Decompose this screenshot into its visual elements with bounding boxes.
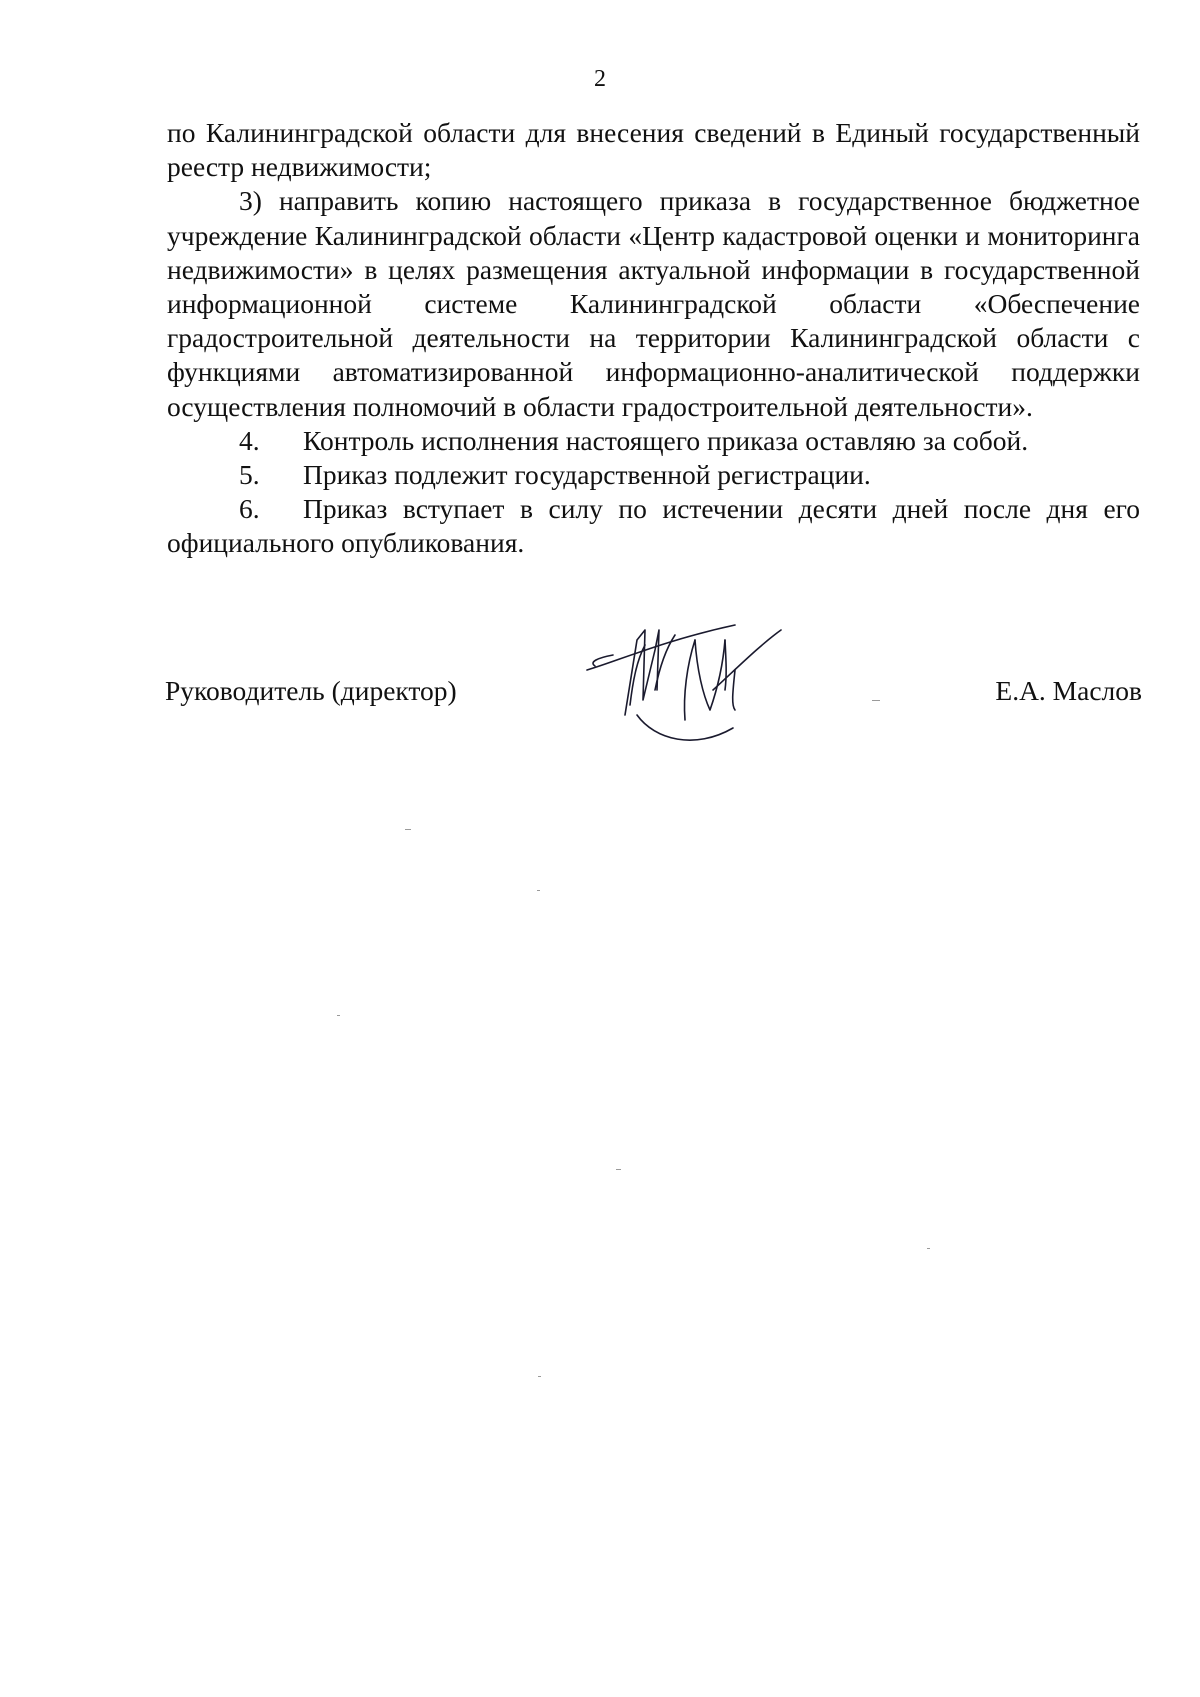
list-item-6	[167, 492, 1140, 560]
page-number: 2	[594, 66, 606, 92]
scan-speck	[616, 1169, 621, 1170]
scan-speck	[927, 1248, 930, 1249]
scan-speck	[537, 890, 540, 891]
list-item-number: 4.	[239, 424, 260, 456]
list-item-text: Контроль исполнения настоящего приказа оставляю за собой.	[303, 424, 1029, 456]
signatory-position: Руководитель (директор)	[165, 675, 457, 706]
paragraph-item-3: 3) направить копию настоящего приказа в государственное бюджетное учреждение Калининградской области «Центр кадастровой оценки и мониторинга недвижимости» в целях размещения актуальной информации в государственной информационной системе Калининградской области «Обеспечение градостроительной деятельности на территории Калининградской области с функциями автоматизированной информационно-аналитической поддержки осуществления полномочий в области градостроительной деятельности».	[167, 185, 1140, 422]
list-item-5	[167, 458, 1140, 492]
scan-speck	[405, 829, 411, 830]
scan-speck	[337, 1015, 340, 1016]
list-item-text: Приказ вступает в силу по истечении десяти дней после дня его официального опубликования.	[167, 493, 1140, 559]
signature-block	[165, 675, 1142, 715]
paragraph-continuation: по Калининградской области для внесения сведений в Единый государственный реестр недвижимости;	[167, 117, 1140, 183]
list-item-number: 6.	[239, 493, 260, 525]
list-item-4	[167, 424, 1140, 458]
signatory-name: Е.А. Маслов	[995, 675, 1142, 706]
list-item-number: 5.	[239, 459, 260, 491]
document-body	[167, 116, 1140, 561]
scan-speck	[872, 700, 880, 701]
list-item-text: Приказ подлежит государственной регистрации.	[303, 459, 871, 491]
scan-speck	[538, 1376, 541, 1377]
